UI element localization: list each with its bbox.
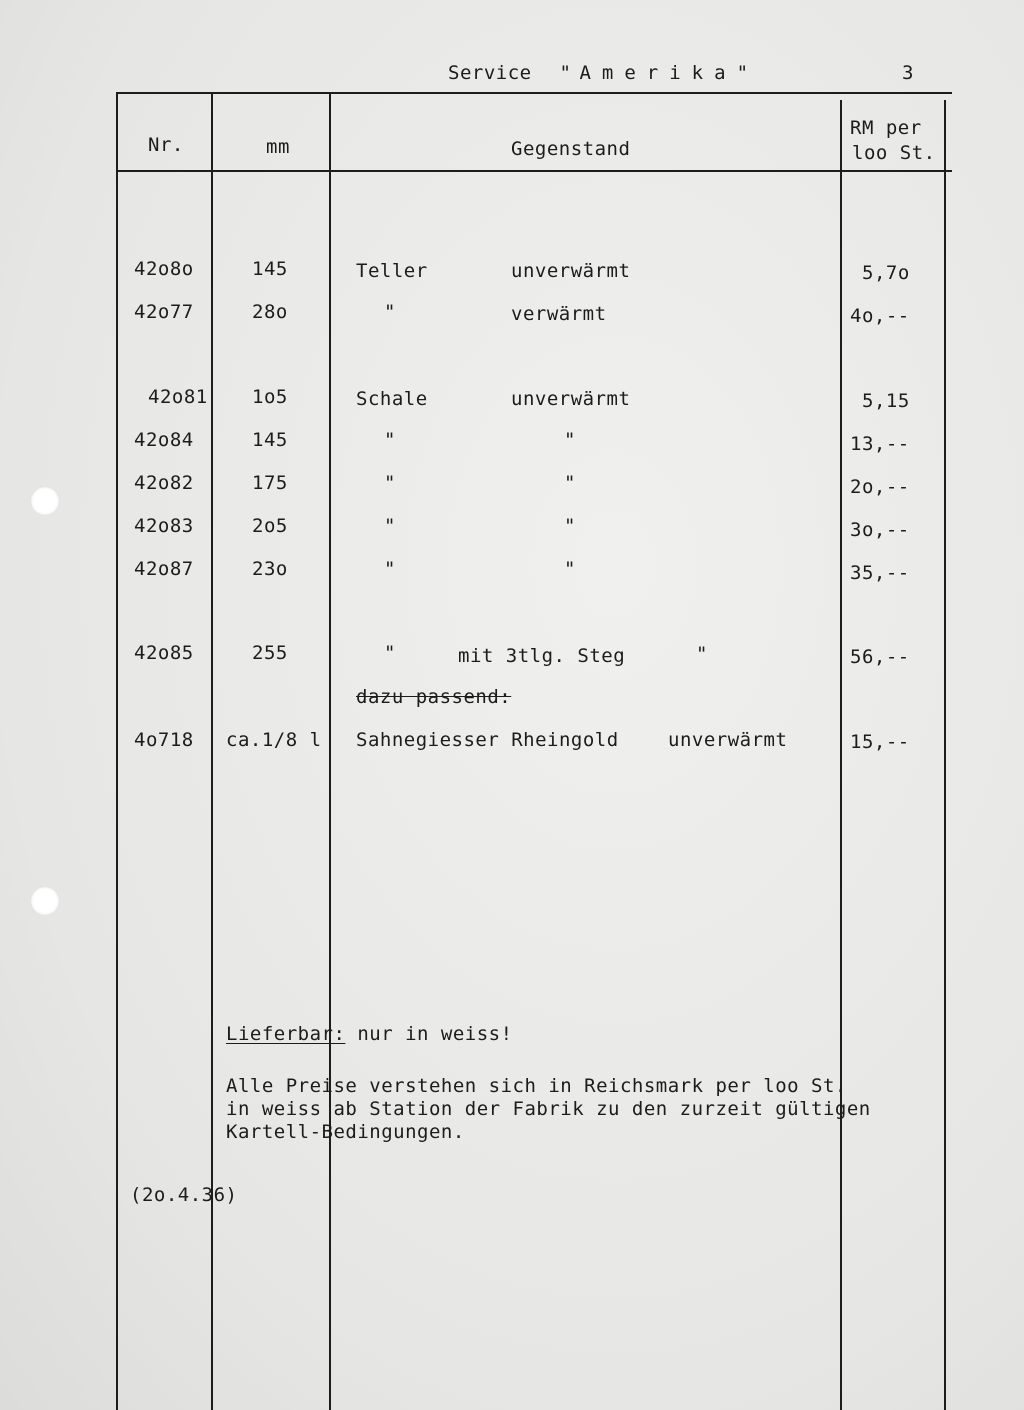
column-rule-gegenstand <box>840 100 842 1410</box>
price-note-line-3: Kartell-Bedingungen. <box>226 1121 465 1143</box>
row-8-desc-ditto: " <box>696 643 708 665</box>
row-7-item: " <box>384 558 396 580</box>
header-title-name: Amerika <box>579 62 737 84</box>
header-quote-open: " <box>559 62 572 84</box>
row-5-desc: " <box>564 472 576 494</box>
column-rule-mm <box>329 92 331 1410</box>
row-1-price: 5,7o <box>862 262 910 284</box>
dazu-passend-note: dazu passend: <box>356 686 512 708</box>
lieferbar-text: nur in weiss! <box>357 1023 513 1045</box>
column-rule-left <box>116 92 118 1410</box>
lieferbar-label: Lieferbar: <box>226 1023 346 1045</box>
column-header-price-line1: RM per <box>850 117 922 139</box>
row-6-price: 3o,-- <box>850 519 910 541</box>
row-4-price: 13,-- <box>850 433 910 455</box>
extra-row-item: Sahnegiesser Rheingold <box>356 729 619 751</box>
column-header-gegenstand: Gegenstand <box>511 138 631 160</box>
row-4-item: " <box>384 429 396 451</box>
extra-row-mm: ca.1/8 l <box>226 729 322 751</box>
row-3-nr: 42o81 <box>148 386 208 408</box>
column-header-price-line2: loo St. <box>852 142 936 164</box>
header-title <box>448 62 749 84</box>
extra-row-desc: unverwärmt <box>668 729 788 751</box>
row-7-nr: 42o87 <box>134 558 194 580</box>
row-7-price: 35,-- <box>850 562 910 584</box>
row-2-item: " <box>384 301 396 323</box>
row-1-item: Teller <box>356 260 428 282</box>
header-quote-close: " <box>736 62 749 84</box>
row-2-desc: verwärmt <box>511 303 607 325</box>
punch-hole-top <box>30 486 60 516</box>
row-8-desc: mit 3tlg. Steg <box>458 645 626 667</box>
column-rule-right <box>944 100 946 1410</box>
row-5-mm: 175 <box>252 472 288 494</box>
row-5-item: " <box>384 472 396 494</box>
page-number: 3 <box>902 62 914 84</box>
extra-row-price: 15,-- <box>850 731 910 753</box>
row-8-item: " <box>384 642 396 664</box>
row-3-mm: 1o5 <box>252 386 288 408</box>
row-1-desc: unverwärmt <box>511 260 631 282</box>
document-date: (2o.4.36) <box>130 1184 238 1206</box>
row-8-price: 56,-- <box>850 646 910 668</box>
row-1-mm: 145 <box>252 258 288 280</box>
row-3-price: 5,15 <box>862 390 910 412</box>
column-header-mm: mm <box>266 136 290 158</box>
row-3-item: Schale <box>356 388 428 410</box>
row-6-desc: " <box>564 515 576 537</box>
row-6-item: " <box>384 515 396 537</box>
punch-hole-bottom <box>30 886 60 916</box>
row-5-nr: 42o82 <box>134 472 194 494</box>
row-7-mm: 23o <box>252 558 288 580</box>
row-8-nr: 42o85 <box>134 642 194 664</box>
row-1-nr: 42o8o <box>134 258 194 280</box>
row-2-price: 4o,-- <box>850 305 910 327</box>
header-title-prefix: Service <box>448 62 532 84</box>
row-4-desc: " <box>564 429 576 451</box>
column-rule-nr <box>211 92 213 1410</box>
row-8-mm: 255 <box>252 642 288 664</box>
column-header-nr: Nr. <box>148 134 184 156</box>
row-4-nr: 42o84 <box>134 429 194 451</box>
table-top-rule <box>116 92 952 94</box>
row-6-nr: 42o83 <box>134 515 194 537</box>
row-2-nr: 42o77 <box>134 301 194 323</box>
row-4-mm: 145 <box>252 429 288 451</box>
extra-row-nr: 4o718 <box>134 729 194 751</box>
lieferbar-line <box>226 1023 513 1045</box>
price-note-line-2: in weiss ab Station der Fabrik zu den zurzeit gültigen <box>226 1098 871 1120</box>
table-header-rule <box>116 170 952 172</box>
row-2-mm: 28o <box>252 301 288 323</box>
row-5-price: 2o,-- <box>850 476 910 498</box>
row-7-desc: " <box>564 558 576 580</box>
price-note-line-1: Alle Preise verstehen sich in Reichsmark per loo St. <box>226 1075 847 1097</box>
row-3-desc: unverwärmt <box>511 388 631 410</box>
row-6-mm: 2o5 <box>252 515 288 537</box>
